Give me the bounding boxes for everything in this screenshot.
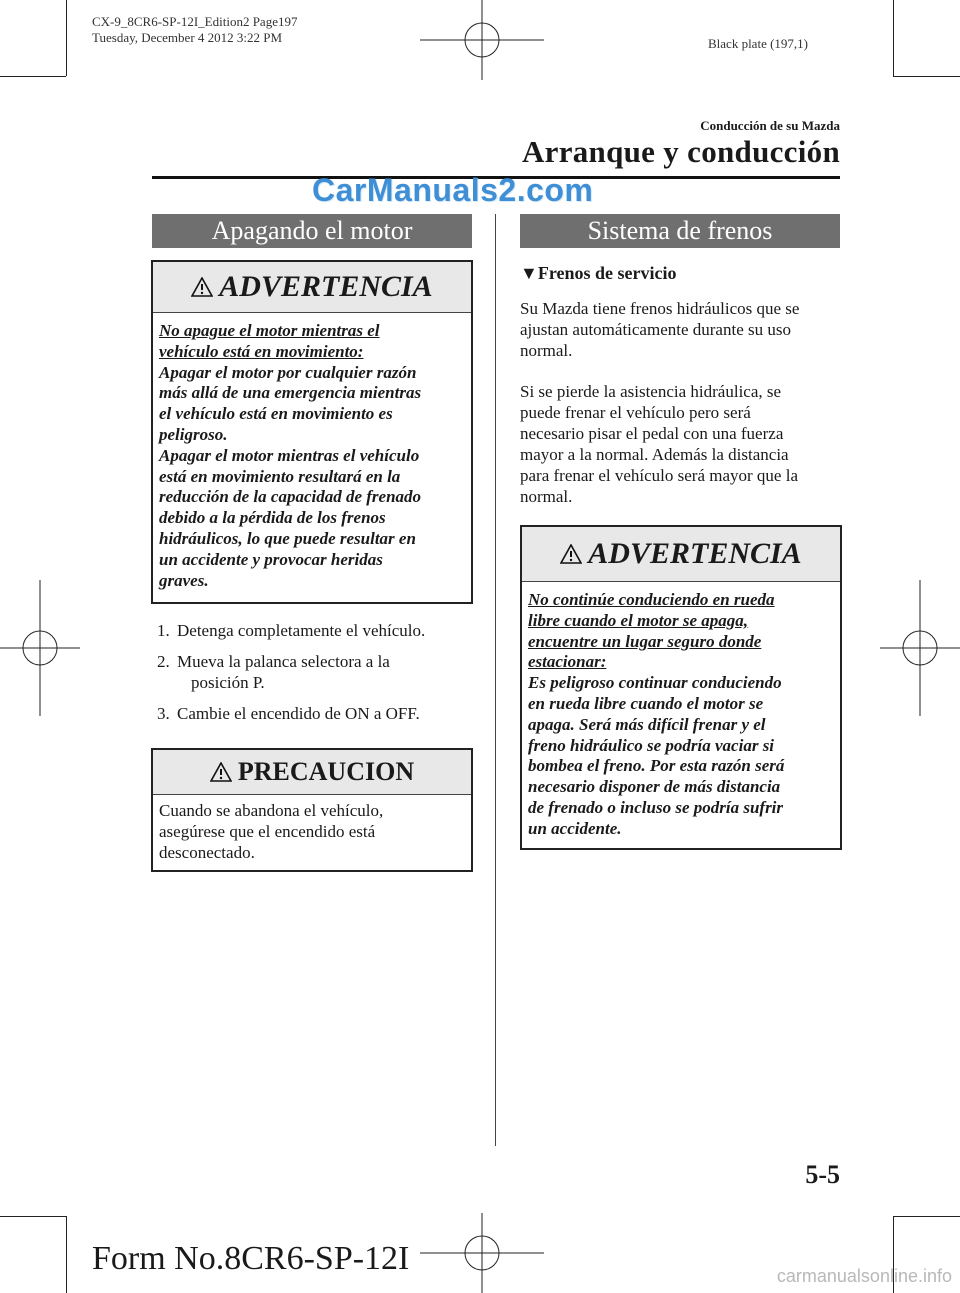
warning-body-line: freno hidráulico se podría vaciar si [528, 735, 775, 755]
para-line: normal. [520, 341, 573, 360]
para-line: necesario pisar el pedal con una fuerza [520, 424, 784, 443]
warning-body-line: debido a la pérdida de los frenos [159, 508, 386, 528]
registration-mark-right-icon [880, 580, 960, 716]
para-line: Si se pierde la asistencia hidráulica, se [520, 382, 782, 401]
step-text: Cambie el encendido de ON a OFF. [177, 704, 420, 723]
brakes-paragraph-1 [520, 298, 840, 361]
para-line: ajustan automáticamente durante su uso [520, 320, 791, 339]
warning-body-line: de frenado o incluso se podría sufrir [528, 797, 784, 817]
registration-mark-bottom-icon [420, 1213, 544, 1293]
section-title: Arranque y conducción [521, 134, 840, 169]
para-line: puede frenar el vehículo pero será [520, 403, 751, 422]
step-number: 2. [157, 652, 170, 671]
crop-mark [893, 1216, 960, 1217]
para-line: mayor a la normal. Además la distancia [520, 445, 789, 464]
right-warning-header [522, 527, 840, 582]
print-info [92, 14, 297, 46]
caution-line: Cuando se abandona el vehículo, [159, 801, 384, 820]
warning-body-line: en rueda libre cuando el motor se [528, 693, 764, 713]
caution-title: PRECAUCION [237, 757, 415, 786]
para-line: normal. [520, 487, 573, 506]
warning-body-line: Apagar el motor mientras el vehículo [159, 445, 420, 465]
warning-body-line: un accidente y provocar heridas [159, 549, 383, 569]
plate-label: Black plate (197,1) [708, 36, 808, 51]
para-line: para frenar el vehículo será mayor que la [520, 466, 798, 485]
form-number: Form No.8CR6-SP-12I [92, 1240, 410, 1277]
warning-body-line: reducción de la capacidad de frenado [159, 487, 422, 507]
watermark-text: CarManuals2.com [312, 172, 594, 208]
left-warning-box [151, 260, 473, 604]
print-info-date: Tuesday, December 4 2012 3:22 PM [92, 30, 283, 45]
right-heading: Sistema de frenos [520, 214, 840, 248]
warning-body-line: necesario disponer de más distancia [528, 777, 781, 797]
right-warning-body [522, 582, 840, 850]
crop-mark [893, 76, 960, 77]
warning-body-line: hidráulicos, lo que puede resultar en [159, 528, 416, 548]
step-number: 3. [157, 704, 170, 723]
warning-body-line: un accidente. [528, 818, 622, 838]
warning-body-line: graves. [159, 570, 209, 590]
caution-line: desconectado. [159, 842, 255, 862]
warning-body-line: está en movimiento resultará en la [159, 466, 401, 486]
site-watermark: carmanualsonline.info [776, 1266, 952, 1286]
step-number: 1. [157, 621, 170, 640]
para-line: Su Mazda tiene frenos hidráulicos que se [520, 299, 800, 318]
caution-body [153, 795, 471, 873]
warning-body-line: Es peligroso continuar conduciendo [528, 673, 782, 693]
step-item [157, 703, 477, 724]
step-item [157, 620, 477, 641]
warning-lead-line: No continúe conduciendo en rueda [528, 590, 775, 609]
warning-body-line: apaga. Será más difícil frenar y el [528, 714, 766, 734]
left-warning-body [153, 313, 471, 601]
crop-mark [66, 1216, 67, 1293]
warning-lead-line: estacionar: [528, 652, 607, 672]
crop-mark [0, 76, 66, 77]
left-heading: Apagando el motor [152, 214, 472, 248]
warning-body-line: bombea el freno. Por esta razón será [528, 756, 785, 776]
warning-body-line: Apagar el motor por cualquier razón [159, 362, 417, 382]
warning-body-line: más allá de una emergencia mientras [159, 383, 422, 403]
registration-mark-top-icon [420, 0, 544, 80]
crop-mark [66, 0, 67, 76]
caution-box [151, 748, 473, 872]
caution-triangle-icon [210, 762, 232, 782]
caution-line: asegúrese que el encendido está [159, 821, 376, 841]
registration-mark-left-icon [0, 580, 80, 716]
left-warning-header [153, 262, 471, 313]
warning-body-line: el vehículo está en movimiento es [159, 404, 393, 424]
warning-triangle-icon [560, 544, 582, 564]
chapter-title: Conducción de su Mazda [700, 118, 840, 133]
warning-triangle-icon [191, 277, 213, 297]
column-divider [495, 214, 496, 1146]
page-number: 5-5 [805, 1160, 840, 1189]
subheading-text: Frenos de servicio [537, 263, 677, 283]
subheading [520, 263, 676, 284]
right-warning-title: ADVERTENCIA [588, 537, 802, 570]
print-info-file: CX-9_8CR6-SP-12I_Edition2 Page197 [92, 14, 298, 29]
step-text: Detenga completamente el vehículo. [177, 621, 426, 640]
brakes-paragraph-2 [520, 381, 840, 507]
crop-mark [0, 1216, 66, 1217]
warning-lead-line: vehículo está en movimiento: [159, 341, 364, 361]
warning-lead-line: libre cuando el motor se apaga, [528, 610, 749, 630]
step-item [157, 651, 477, 693]
caution-header [153, 750, 471, 795]
crop-mark [893, 0, 894, 76]
step-text: Mueva la palanca selectora a la [177, 652, 390, 671]
right-warning-box [520, 525, 842, 850]
warning-lead-line: No apague el motor mientras el [159, 321, 380, 340]
steps-list [157, 620, 477, 724]
step-text: posición P. [191, 673, 265, 692]
left-warning-title: ADVERTENCIA [219, 270, 433, 303]
warning-body-line: peligroso. [159, 424, 228, 444]
warning-lead-line: encuentre un lugar seguro donde [528, 631, 762, 651]
triangle-down-icon: ▼ [520, 263, 538, 283]
